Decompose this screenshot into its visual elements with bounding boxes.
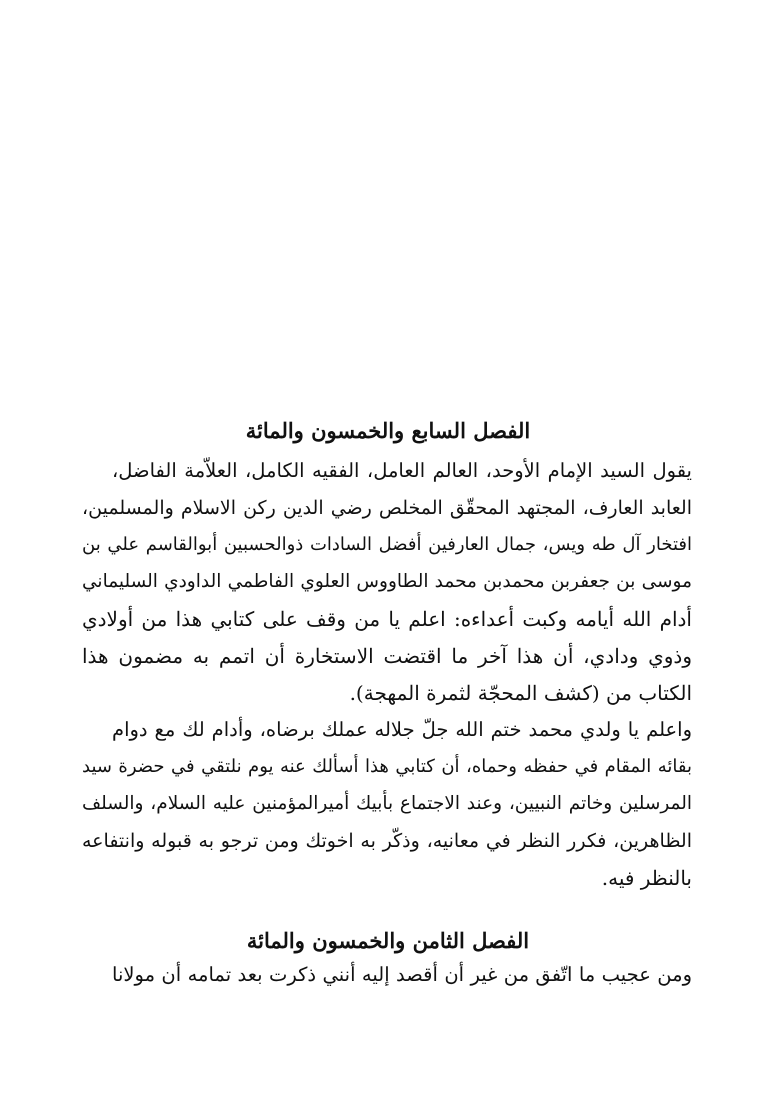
paragraph-2-line-3: المرسلين وخاتم النبيين، وعند الاجتماع بأبيك أميرالمؤمنين عليه السلام، والسلف [82,793,692,814]
paragraph-1-line-3: افتخار آل طه ويس، جمال العارفين أفضل السادات ذوالحسبين أبوالقاسم علي بن [82,534,692,555]
paragraph-2-line-5: بالنظر فيه. [601,866,692,890]
paragraph-3-line-1: ومن عجيب ما اتّفق من غير أن أقصد إليه أنني ذكرت بعد تمامه أن مولانا [112,963,692,986]
paragraph-1-line-2: العابد العارف، المجتهد المحقّق المخلص رضي الدين ركن الاسلام والمسلمين، [82,497,692,519]
section-158-heading: الفصل الثامن والخمسون والمائة [246,928,530,953]
paragraph-2-line-2: بقائه المقام في حفظه وحماه، أن كتابي هذا أسألك عنه يوم نلتقي في حضرة سيد [82,756,692,777]
paragraph-1-line-4: موسى بن جعفربن محمدبن محمد الطاووس العلوي الفاطمي الداودي السليماني [82,571,692,592]
paragraph-2-line-1: واعلم يا ولدي محمد ختم الله جلّ جلاله عملك برضاه، وأدام لك مع دوام [112,718,692,741]
paragraph-1-line-7: الكتاب من (كشف المحجّة لثمرة المهجة). [349,681,692,705]
paragraph-1-line-5: أدام الله أيامه وكبت أعداءه: اعلم يا من وقف على كتابي هذا من أولادي [82,607,692,631]
paragraph-1-line-1: يقول السيد الإمام الأوحد، العالم العامل، الفقيه الكامل، العلاّمة الفاضل، [112,459,692,482]
section-157-heading: الفصل السابع والخمسون والمائة [245,418,531,443]
paragraph-1-line-6: وذوي ودادي، أن هذا آخر ما اقتضت الاستخارة أن اتمم به مضمون هذا [82,644,692,668]
paragraph-2-line-4: الظاهرين، فكرر النظر في معانيه، وذكّر به اخوتك ومن ترجو به قبوله وانتفاعه [82,830,692,852]
